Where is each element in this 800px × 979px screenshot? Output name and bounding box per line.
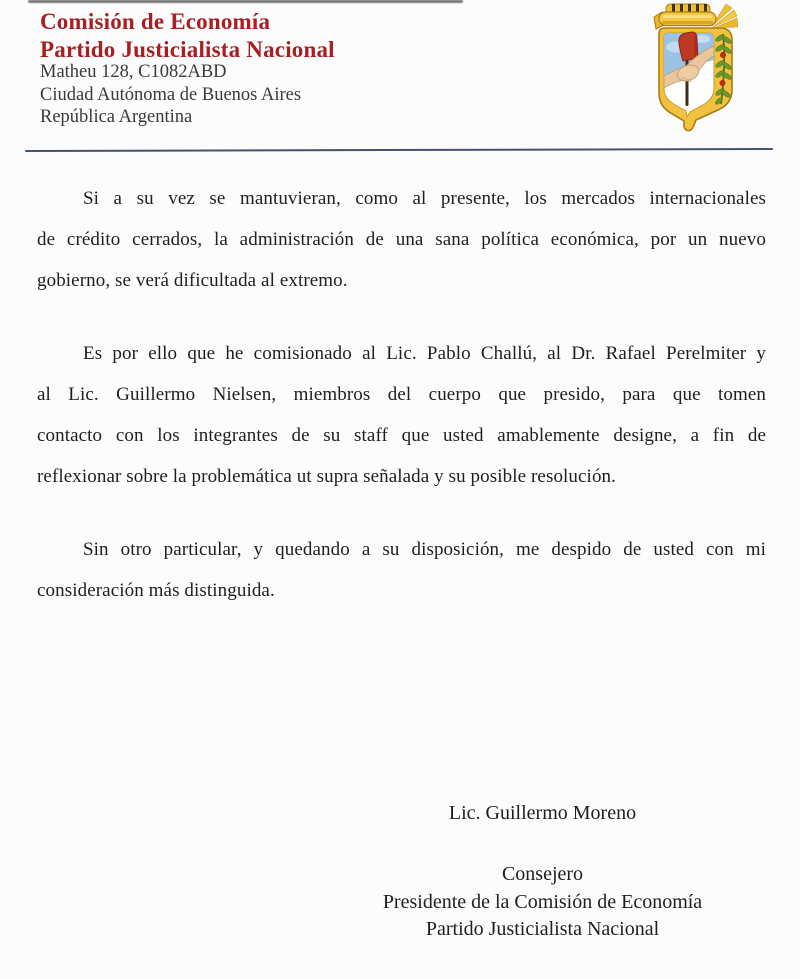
header-divider xyxy=(25,148,773,152)
laurel-crown-icon xyxy=(654,4,716,29)
signature-title-line: Presidente de la Comisión de Economía xyxy=(382,890,703,913)
text-line: Sin otro particular, y quedando a su disposición, me despido de usted con mi xyxy=(83,539,766,560)
pj-emblem-logo xyxy=(650,2,738,134)
text-line: reflexionar sobre la problemática ut supra señalada y su posible resolución. xyxy=(37,466,616,487)
scan-artifact xyxy=(28,0,463,3)
org-name: Comisión de Economía xyxy=(40,9,271,34)
signature-name: Lic. Guillermo Moreno xyxy=(448,802,637,824)
signature-titles xyxy=(310,861,775,944)
address-line: República Argentina xyxy=(40,107,193,127)
paragraph xyxy=(37,333,766,497)
signature-title-line: Consejero xyxy=(501,863,584,885)
text-line: consideración más distinguida. xyxy=(37,580,275,601)
signature-title-line: Partido Justicialista Nacional xyxy=(425,918,660,940)
signature-block xyxy=(310,800,775,944)
text-line: contacto con los integrantes de su staff que usted amablemente designe, a fin de xyxy=(37,425,766,446)
paragraph xyxy=(37,178,766,301)
text-line: Si a su vez se mantuvieran, como al presente, los mercados internacionales xyxy=(83,188,766,209)
text-line: de crédito cerrados, la administración de una sana política económica, por un nuevo xyxy=(37,229,766,250)
party-name: Partido Justicialista Nacional xyxy=(40,37,335,62)
berry-icon xyxy=(720,52,725,57)
text-line: al Lic. Guillermo Nielsen, miembros del cuerpo que presido, para que tomen xyxy=(37,384,766,405)
berry-icon xyxy=(720,80,725,85)
phrygian-cap-icon xyxy=(679,32,698,61)
text-line: gobierno, se verá dificultada al extremo. xyxy=(37,270,348,291)
letter-body xyxy=(37,178,766,643)
paragraph xyxy=(37,529,766,611)
text-line: Es por ello que he comisionado al Lic. Pablo Challú, al Dr. Rafael Perelmiter y xyxy=(83,343,766,364)
address-line: Matheu 128, C1082ABD xyxy=(40,62,227,82)
address-line: Ciudad Autónoma de Buenos Aires xyxy=(40,85,302,105)
